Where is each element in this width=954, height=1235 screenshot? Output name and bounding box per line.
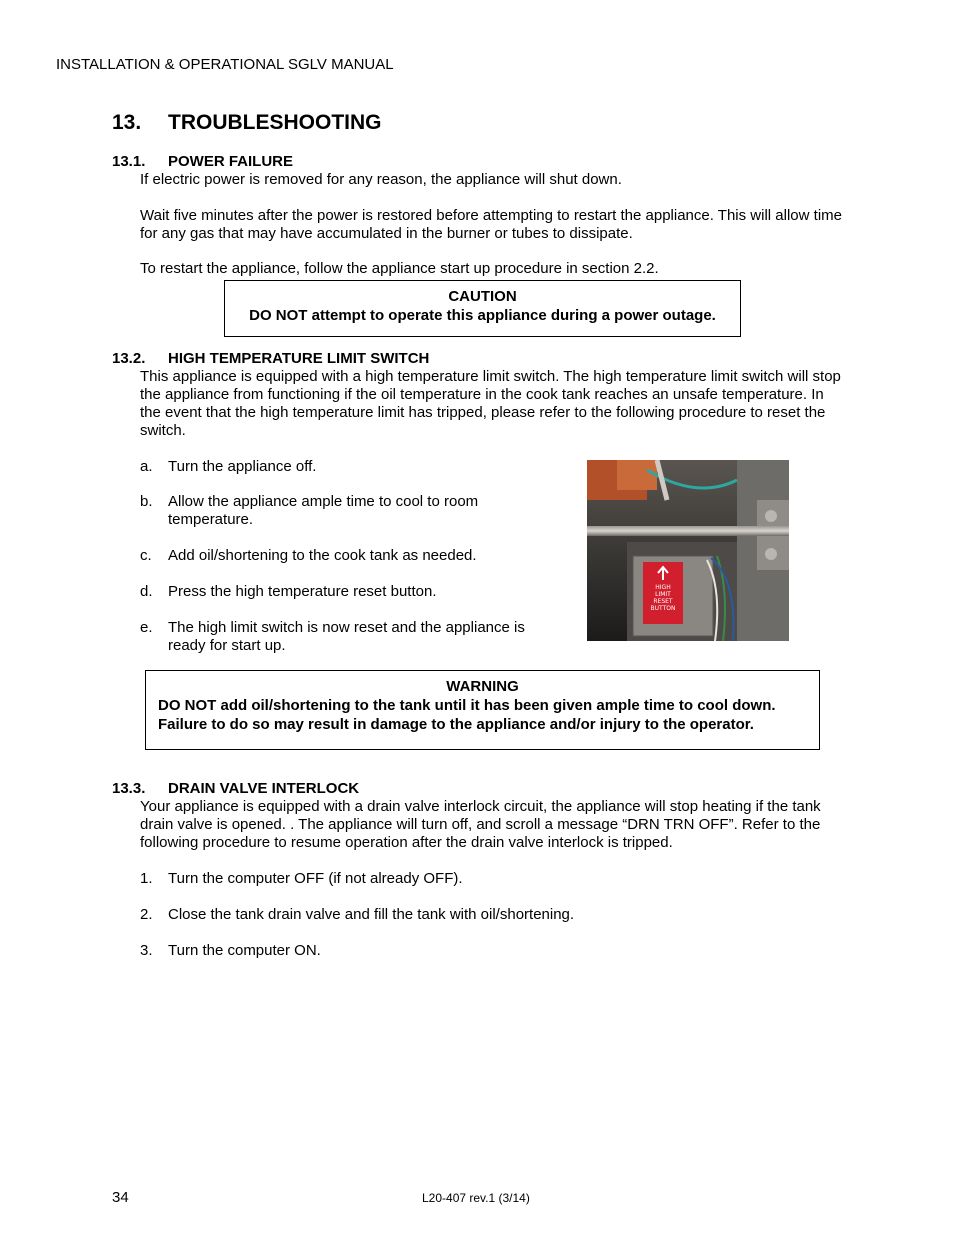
step-label: c.	[140, 547, 152, 564]
photo-label-line: HIGH	[655, 584, 671, 591]
step-text: Close the tank drain valve and fill the tank with oil/shortening.	[168, 906, 575, 923]
step-text: The high limit switch is now reset and the appliance is ready for start up.	[168, 619, 525, 654]
step-text: Turn the computer ON.	[168, 942, 321, 959]
step-text: Add oil/shortening to the cook tank as needed.	[168, 547, 477, 564]
reset-button-illustration	[587, 460, 789, 641]
paragraph: Your appliance is equipped with a drain valve interlock circuit, the appliance will stop heating if the tank drain valve is opened. . The appliance will turn off, and scroll a message “DRN TRN OFF”. Refer to the following procedure to resume operation after the drain valve interlock is tripped.	[140, 798, 821, 851]
warning-title: WARNING	[446, 678, 519, 695]
subsection-title: HIGH TEMPERATURE LIMIT SWITCH	[168, 350, 430, 367]
subsection-title: DRAIN VALVE INTERLOCK	[168, 780, 360, 797]
subsection-number: 13.1.	[112, 153, 146, 170]
step-text: Turn the computer OFF (if not already OFF).	[168, 870, 463, 887]
step-label: a.	[140, 458, 153, 475]
photo-label-line: RESET	[653, 598, 673, 605]
paragraph: This appliance is equipped with a high temperature limit switch. The high temperature limit switch will stop the appliance from functioning if the oil temperature in the cook tank reaches an unsafe temperature. In the event that the high temperature limit has tripped, please refer to the following procedure to reset the switch.	[140, 368, 841, 439]
step-text: Press the high temperature reset button.	[168, 583, 437, 600]
paragraph: If electric power is removed for any reason, the appliance will shut down.	[140, 171, 622, 188]
step-text: Turn the appliance off.	[168, 458, 317, 475]
photo-label-line: LIMIT	[655, 591, 671, 598]
running-header: INSTALLATION & OPERATIONAL SGLV MANUAL	[56, 56, 394, 73]
document-id: L20-407 rev.1 (3/14)	[422, 1191, 530, 1205]
step-label: 1.	[140, 870, 153, 887]
caution-title: CAUTION	[448, 288, 517, 305]
step-text: Allow the appliance ample time to cool to room temperature.	[168, 493, 479, 528]
step-label: b.	[140, 493, 153, 510]
step-label: e.	[140, 619, 153, 636]
paragraph: Wait five minutes after the power is restored before attempting to restart the appliance. This will allow time for any gas that may have accumulated in the burner or tubes to dissipate.	[140, 207, 842, 242]
subsection-number: 13.3.	[112, 780, 146, 797]
reset-button-photo	[587, 460, 789, 641]
page-number: 34	[112, 1189, 129, 1206]
caution-text: DO NOT attempt to operate this appliance during a power outage.	[249, 307, 716, 324]
warning-box	[145, 670, 820, 750]
step-label: d.	[140, 583, 153, 600]
step-label: 3.	[140, 942, 153, 959]
paragraph: To restart the appliance, follow the appliance start up procedure in section 2.2.	[140, 260, 659, 277]
warning-text: DO NOT add oil/shortening to the tank until it has been given ample time to cool down. Failure to do so may result in damage to the appliance and/or injury to the operator.	[158, 697, 776, 733]
subsection-number: 13.2.	[112, 350, 146, 367]
section-title: TROUBLESHOOTING	[168, 111, 382, 134]
section-number: 13.	[112, 111, 142, 134]
subsection-title: POWER FAILURE	[168, 153, 294, 170]
caution-box	[224, 280, 741, 337]
step-label: 2.	[140, 906, 153, 923]
photo-label-line: BUTTON	[650, 605, 676, 612]
